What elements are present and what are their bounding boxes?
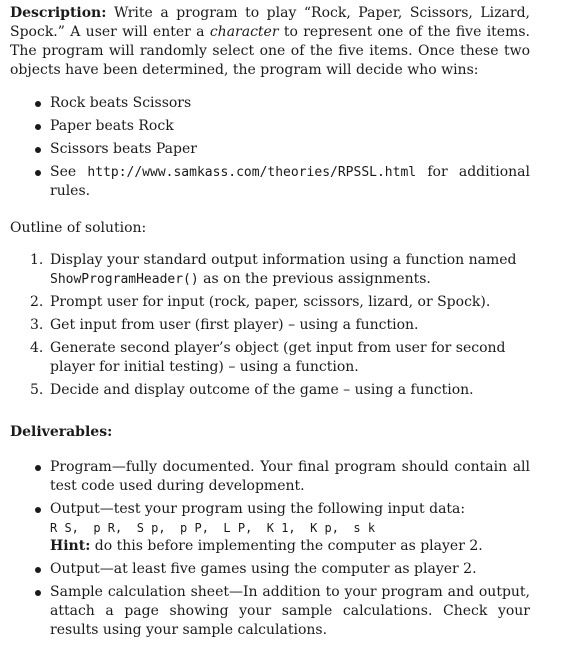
outline-item: 2. Prompt user for input (rock, paper, scissors, lizard, or Spock). (30, 294, 491, 310)
outline-heading: Outline of solution: (10, 220, 147, 236)
description-text-1: Write a program to play “Rock, Paper, Scissors, Lizard, Spock.” A user will enter a (10, 5, 530, 40)
deliverables-list (10, 458, 530, 640)
rules-list (10, 94, 530, 201)
deliverable-item: Sample calculation sheet—In addition to your program and output, attach a page showing your sample calculations. Check your results using your sample calculations. (10, 583, 530, 640)
rule-item: Paper beats Rock (10, 117, 530, 136)
outline-item: 1. Display your standard output information using a function named ShowProgramHeader() as on the previous assignments. (30, 252, 517, 287)
function-name-code: ShowProgramHeader() (50, 272, 199, 287)
outline-item: 5. Decide and display outcome of the game – using a function. (30, 382, 474, 398)
outline-item: 4. Generate second player’s object (get input from user for second player for initial testing) – using a function. (30, 340, 506, 375)
description-character-word: character (209, 24, 279, 40)
deliverable-item: Output—test your program using the following input data: R S, p R, S p, p P, L P, K 1, K p, s k Hint: do this before implementing the computer as player 2. (10, 500, 530, 556)
test-input-code: R S, p R, S p, p P, L P, K 1, K p, s k (50, 521, 376, 535)
rule-item: Scissors beats Paper (10, 140, 530, 159)
deliverable-item: Program—fully documented. Your final program should contain all test code used during development. (10, 458, 530, 496)
description-label: Description: (10, 5, 107, 21)
outline-list (10, 251, 530, 400)
deliverables-heading: Deliverables: (10, 424, 113, 440)
hint-line: Hint: do this before implementing the computer as player 2. (50, 538, 483, 554)
outline-item: 3. Get input from user (first player) – using a function. (30, 317, 419, 333)
rule-item: Rock beats Scissors (10, 94, 530, 113)
deliverable-item: Output—at least five games using the computer as player 2. (10, 560, 530, 579)
description-paragraph (10, 4, 530, 80)
description-text-2: to represent one of the five items. The program will randomly select one of the five items. Once these two objects have been determined, the program will decide who wins: (10, 24, 530, 78)
rule-item-link: See http://www.samkass.com/theories/RPSSL.html for additional rules. (10, 163, 530, 201)
rules-url-link[interactable]: http://www.samkass.com/theories/RPSSL.html (87, 165, 417, 180)
